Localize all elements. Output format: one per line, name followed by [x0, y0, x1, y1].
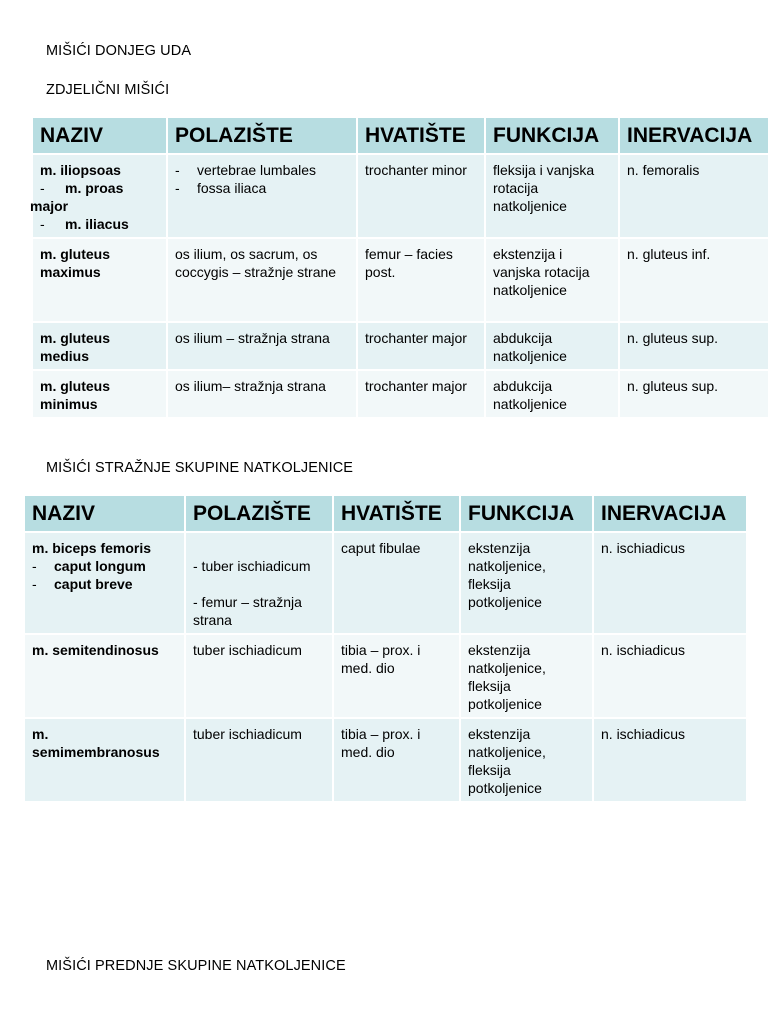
muscle-name-cell: [30, 155, 166, 237]
section-heading-posterior-thigh: MIŠIĆI STRAŽNJE SKUPINE NATKOLJENICE: [46, 460, 354, 476]
table-row: [33, 155, 768, 237]
table-header-row: [25, 496, 746, 531]
origin-cell: [168, 155, 356, 237]
muscle-subparts-list: [32, 557, 178, 593]
posterior-thigh-muscles-table: [23, 494, 748, 803]
insertion-cell: caput fibulae: [334, 533, 459, 633]
insertion-cell: trochanter minor: [358, 155, 484, 237]
column-header-naziv: NAZIV: [33, 118, 166, 153]
muscle-name-cell: m. semimembranosus: [25, 719, 184, 801]
function-cell: ekstenzija i vanjska rotacija natkoljenice: [486, 239, 618, 321]
function-cell: ekstenzija natkoljenice, fleksija potkoljenice: [461, 719, 592, 801]
origin-cell: os ilium, os sacrum, os coccygis – stražnje strane: [168, 239, 356, 321]
innervation-cell: n. ischiadicus: [594, 719, 746, 801]
insertion-cell: tibia – prox. i med. dio: [334, 635, 459, 717]
list-item: - m. iliacus: [40, 215, 160, 233]
section-heading-pelvic: ZDJELIČNI MIŠIĆI: [46, 82, 170, 98]
list-item: - vertebrae lumbales: [175, 161, 350, 179]
column-header-funkcija: FUNKCIJA: [486, 118, 618, 153]
list-item: major: [30, 198, 69, 214]
innervation-cell: n. gluteus sup.: [620, 371, 768, 417]
origin-cell: tuber ischiadicum: [186, 635, 332, 717]
muscle-subparts-list: [30, 179, 160, 233]
column-header-hvatiste: HVATIŠTE: [334, 496, 459, 531]
table-row: [25, 533, 746, 633]
muscle-name-cell: [25, 533, 184, 633]
column-header-naziv: NAZIV: [25, 496, 184, 531]
column-header-funkcija: FUNKCIJA: [461, 496, 592, 531]
table-header-row: [33, 118, 768, 153]
table-row: [33, 239, 768, 321]
function-cell: ekstenzija natkoljenice, fleksija potkoljenice: [461, 533, 592, 633]
innervation-cell: n. gluteus inf.: [620, 239, 768, 321]
column-header-polaziste: POLAZIŠTE: [168, 118, 356, 153]
list-item: - fossa iliaca: [175, 179, 350, 197]
innervation-cell: n. gluteus sup.: [620, 323, 768, 369]
origin-cell: [186, 533, 332, 633]
origin-line: - femur – stražnja strana: [193, 594, 302, 628]
muscle-name-cell: m. gluteus maximus: [33, 239, 166, 321]
muscle-name-cell: m. gluteus medius: [33, 323, 166, 369]
table-row: [33, 323, 768, 369]
list-item: - m. proas: [40, 179, 160, 197]
pelvic-muscles-table: [31, 116, 768, 419]
insertion-cell: femur – facies post.: [358, 239, 484, 321]
origin-cell: tuber ischiadicum: [186, 719, 332, 801]
function-cell: abdukcija natkoljenice: [486, 371, 618, 417]
innervation-cell: n. femoralis: [620, 155, 768, 237]
list-item: - caput breve: [32, 575, 178, 593]
function-cell: ekstenzija natkoljenice, fleksija potkoljenice: [461, 635, 592, 717]
function-cell: fleksija i vanjska rotacija natkoljenice: [486, 155, 618, 237]
document-title: MIŠIĆI DONJEG UDA: [46, 43, 192, 59]
muscle-name: m. biceps femoris: [32, 540, 152, 556]
section-heading-anterior-thigh: MIŠIĆI PREDNJE SKUPINE NATKOLJENICE: [46, 958, 346, 974]
insertion-cell: tibia – prox. i med. dio: [334, 719, 459, 801]
insertion-cell: trochanter major: [358, 371, 484, 417]
origin-cell: os ilium– stražnja strana: [168, 371, 356, 417]
innervation-cell: n. ischiadicus: [594, 635, 746, 717]
muscle-name: m. iliopsoas: [40, 162, 121, 178]
table-row: [25, 719, 746, 801]
column-header-hvatiste: HVATIŠTE: [358, 118, 484, 153]
function-cell: abdukcija natkoljenice: [486, 323, 618, 369]
list-item: - caput longum: [32, 557, 178, 575]
muscle-name-cell: m. gluteus minimus: [33, 371, 166, 417]
origin-list: [175, 161, 350, 197]
table-row: [25, 635, 746, 717]
muscle-name-cell: m. semitendinosus: [25, 635, 184, 717]
table-row: [33, 371, 768, 417]
origin-cell: os ilium – stražnja strana: [168, 323, 356, 369]
column-header-polaziste: POLAZIŠTE: [186, 496, 332, 531]
column-header-inervacija: INERVACIJA: [594, 496, 746, 531]
column-header-inervacija: INERVACIJA: [620, 118, 768, 153]
origin-line: - tuber ischiadicum: [193, 558, 311, 574]
insertion-cell: trochanter major: [358, 323, 484, 369]
innervation-cell: n. ischiadicus: [594, 533, 746, 633]
